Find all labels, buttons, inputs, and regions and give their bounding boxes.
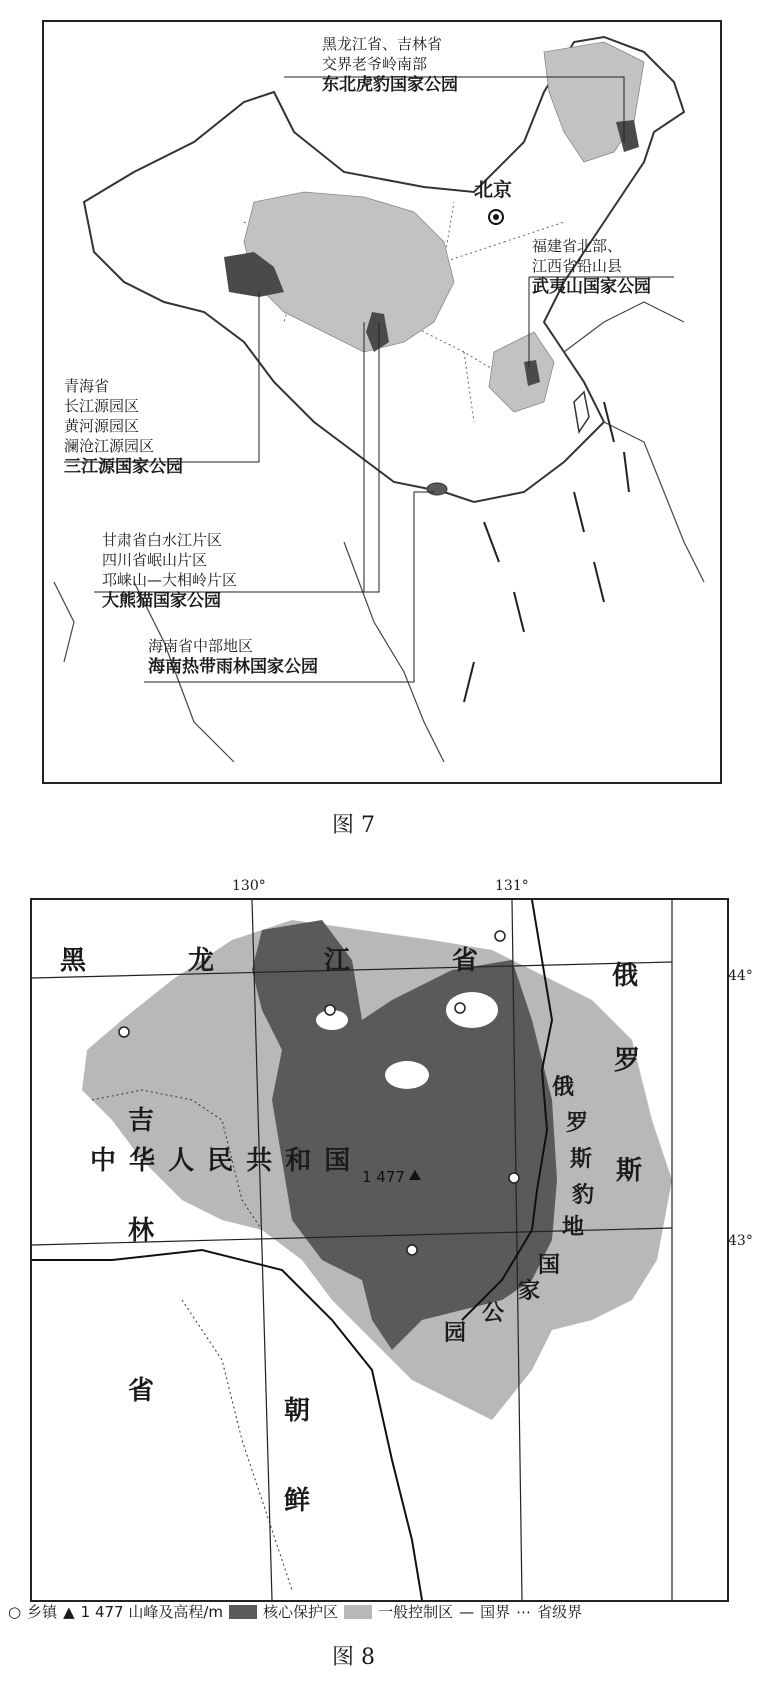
park-name-letter: 罗 (566, 1110, 589, 1136)
town-marker (455, 1003, 465, 1013)
country-letter: 斯 (616, 1156, 643, 1186)
park-desc-line: 海南省中部地区 (148, 637, 254, 655)
park-name-letter: 俄 (552, 1074, 575, 1100)
taiwan (574, 392, 589, 432)
park-name-letter: 家 (518, 1278, 541, 1304)
park-desc-line: 四川省岷山片区 (102, 551, 208, 569)
figure8-map (30, 898, 729, 1602)
park-name: 海南热带雨林国家公园 (148, 657, 318, 677)
legend-general-swatch (344, 1605, 372, 1619)
park-desc-line: 甘肃省白水江片区 (102, 531, 223, 549)
town-marker (509, 1173, 519, 1183)
park-name: 东北虎豹国家公园 (322, 75, 458, 95)
beijing-marker-dot (493, 214, 499, 220)
legend-national-border-icon: — (459, 1602, 475, 1621)
legend-peak-icon: ▲ (63, 1602, 75, 1621)
province-letter: 省 (128, 1376, 155, 1406)
park-name-letter: 豹 (572, 1182, 595, 1208)
park-label-hainan (148, 636, 318, 678)
park-name: 三江源国家公园 (64, 457, 183, 477)
legend-core-label: 核心保护区 (263, 1603, 339, 1621)
park-desc-line: 邛崃山—大相岭片区 (102, 571, 238, 589)
beijing-label: 北京 (474, 179, 513, 201)
park-desc-line: 青海省 (64, 377, 110, 395)
park-name-letter: 公 (482, 1300, 505, 1326)
province-letter: 黑 (60, 946, 87, 976)
country-letter: 朝 (284, 1396, 311, 1426)
country-letter: 鲜 (284, 1486, 311, 1516)
province-letter: 林 (128, 1216, 155, 1246)
province-letter: 江 (324, 946, 351, 976)
legend-town-icon: ○ (8, 1602, 22, 1621)
peak-label: 1 477 (362, 1168, 405, 1186)
park-desc-line: 江西省铅山县 (532, 257, 623, 275)
legend-core-swatch (229, 1605, 257, 1619)
park-desc-line: 福建省北部、 (532, 237, 623, 255)
park-label-tiger-leopard (322, 34, 458, 96)
park-desc-line: 交界老爷岭南部 (322, 55, 428, 73)
enclave (446, 992, 498, 1028)
park-desc-line: 黄河源园区 (64, 417, 140, 435)
latitude-label: 44° (728, 968, 753, 984)
park-desc-line: 长江源园区 (64, 397, 140, 415)
park-name: 武夷山国家公园 (532, 277, 651, 297)
park-desc-line: 澜沧江源园区 (64, 437, 155, 455)
hainan-park-area (427, 483, 447, 495)
legend-provincial-border-icon: ⋯ (516, 1602, 532, 1621)
south-china-sea-dashes (464, 402, 629, 702)
longitude-label: 131° (495, 878, 529, 894)
legend-town-label: 乡镇 (27, 1603, 58, 1621)
park-name-letter: 地 (562, 1214, 585, 1240)
figure7-map (42, 20, 722, 784)
park-name-letter: 斯 (570, 1146, 593, 1172)
legend-provincial-border-label: 省级界 (537, 1603, 583, 1621)
province-letter: 吉 (128, 1106, 155, 1136)
park-name-letter: 国 (538, 1252, 561, 1278)
park-label-wuyishan (532, 236, 651, 298)
town-marker (495, 931, 505, 941)
town-marker (325, 1005, 335, 1015)
enclave (385, 1061, 429, 1089)
longitude-label: 130° (232, 878, 266, 894)
latitude-label: 43° (728, 1233, 753, 1249)
province-letter: 龙 (188, 946, 215, 976)
park-label-sanjiangyuan (64, 376, 183, 478)
park-name-letter: 园 (444, 1320, 467, 1346)
country-china-label: 中 华 人 民 共 和 国 (90, 1146, 353, 1176)
legend-national-border-label: 国界 (480, 1603, 511, 1621)
figure8-legend (8, 1601, 582, 1622)
wuyi-light-area (489, 332, 554, 412)
figure8-caption: 图 8 (332, 1645, 375, 1670)
country-letter: 俄 (612, 961, 639, 991)
town-marker (407, 1245, 417, 1255)
province-letter: 省 (452, 946, 479, 976)
park-desc-line: 黑龙江省、吉林省 (322, 35, 443, 53)
figure7-caption: 图 7 (332, 813, 375, 838)
park-name: 大熊猫国家公园 (102, 591, 221, 611)
figure8-map-graphic (32, 900, 727, 1600)
park-label-panda (102, 530, 237, 612)
legend-peak-label: 1 477 山峰及高程/m (80, 1603, 224, 1621)
town-marker (119, 1027, 129, 1037)
legend-general-label: 一般控制区 (378, 1603, 454, 1621)
country-letter: 罗 (614, 1046, 641, 1076)
